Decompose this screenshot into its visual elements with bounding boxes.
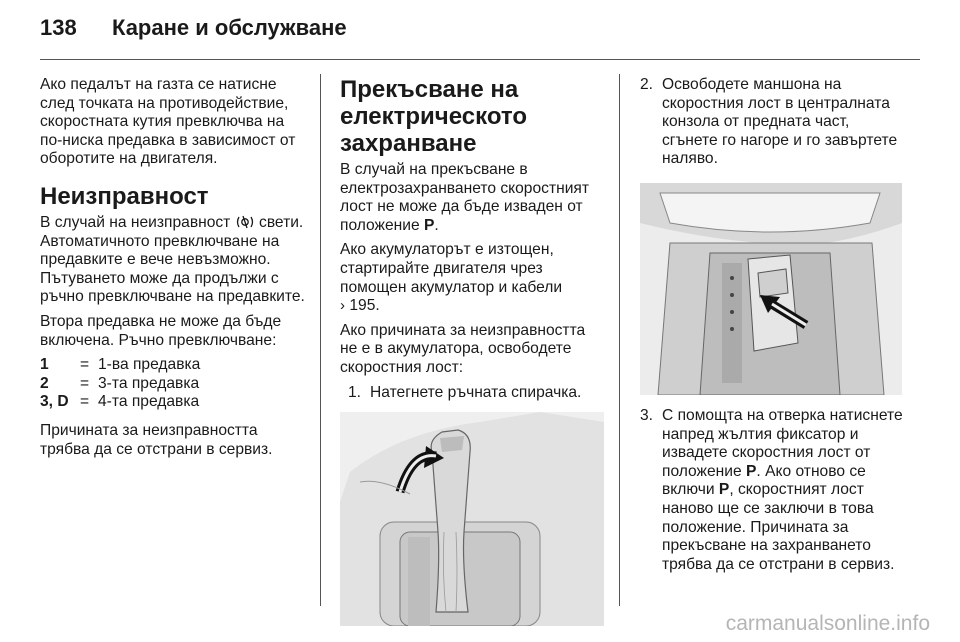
gear-table [40, 356, 308, 412]
header-divider [40, 59, 920, 60]
power-paragraph-3: Ако причината за неизправността не е в акумулатора, освободете скоростния лост: [340, 321, 586, 376]
gear-key: 3, D [40, 393, 69, 411]
power-paragraph-2 [340, 241, 606, 315]
gear-row [40, 375, 308, 394]
step-1 [348, 384, 606, 403]
watermark: carmanualsonline.info [725, 612, 930, 635]
fault-paragraph [40, 214, 308, 307]
step-number: 2. [640, 76, 654, 93]
power-text-b: . [434, 216, 439, 234]
battery-text: Ако акумулаторът е изтощен, стартирайте двигателя чрез помощен акумулатор и кабели [340, 241, 563, 296]
gear-value: 4-та предавка [98, 393, 200, 411]
power-paragraph-1 [340, 161, 606, 235]
gear-lever-illustration [340, 412, 604, 626]
position-p-label: P [718, 481, 730, 499]
console-illustration [640, 183, 902, 395]
page-number: 138 [40, 15, 77, 40]
step3-text-b: . Ако отново се включи [662, 462, 866, 499]
gear-key: 1 [40, 356, 49, 374]
power-interrupt-heading: Прекъсване на електрическото захранване [340, 76, 527, 157]
gear-value: 3-та предавка [98, 374, 200, 392]
step-number: 3. [640, 406, 654, 424]
fault-text-b: свети. Автоматичното превключване на предавките е вече невъзможно. Пътуването може да продължи с ръчно превключване на предавките. [40, 213, 305, 306]
step-3 [640, 407, 905, 574]
step-2 [640, 76, 905, 169]
position-p-label: P [424, 216, 435, 234]
gear-row [40, 393, 308, 412]
step-text: Освободете маншона на скоростния лост в централната конзола от предната част, сгънете го нагоре и го завъртете наляво. [662, 76, 898, 168]
page-ref-arrow-icon: › [340, 297, 345, 315]
step3-text-c: , скоростният лост наново ще се заключи в това положение. Причината за прекъсване на захранването трябва да се отстрани в сервиз. [662, 481, 895, 573]
cause-paragraph: Причината за неизправността трябва да се отстрани в сервиз. [40, 421, 273, 458]
fault-heading: Неизправност [40, 182, 209, 210]
gear-row [40, 356, 308, 375]
step-text: Натегнете ръчната спирачка. [370, 383, 582, 401]
column-1 [40, 76, 308, 465]
page-title: Каране и обслужване [112, 15, 347, 40]
fault-text-a: В случай на неизправност [40, 213, 231, 231]
page-header [40, 8, 347, 48]
intro-paragraph: Ако педалът на газта се натисне след точката на противодействие, скоростната кутия превключва на по-ниска предавка в зависимост от оборотите на двигателя. [40, 76, 296, 168]
column-divider-1 [320, 74, 321, 606]
gear-sep: = [80, 374, 90, 392]
gear-value: 1-ва предавка [98, 356, 201, 374]
gear-sep: = [80, 393, 90, 411]
step-text [662, 407, 905, 574]
transmission-warning-icon [235, 215, 255, 229]
step3-text-a: С помощта на отверка натиснете напред жълтия фиксатор и извадете скоростния лост от положение [662, 406, 903, 480]
column-divider-2 [619, 74, 620, 606]
column-2 [340, 76, 606, 626]
column-3 [640, 76, 905, 574]
console-figure [640, 183, 902, 395]
position-p-label: P [746, 462, 757, 480]
second-gear-paragraph: Втора предавка не може да бъде включена. Ръчно превключване: [40, 312, 282, 349]
power-text-a: В случай на прекъсване в електрозахранването скоростният лост не може да бъде изваден от положение [340, 161, 589, 234]
gear-sep: = [80, 356, 90, 374]
page-ref[interactable]: 195. [349, 297, 380, 315]
handbrake-figure [340, 412, 604, 626]
gear-key: 2 [40, 374, 49, 392]
step-number: 1. [348, 383, 362, 401]
